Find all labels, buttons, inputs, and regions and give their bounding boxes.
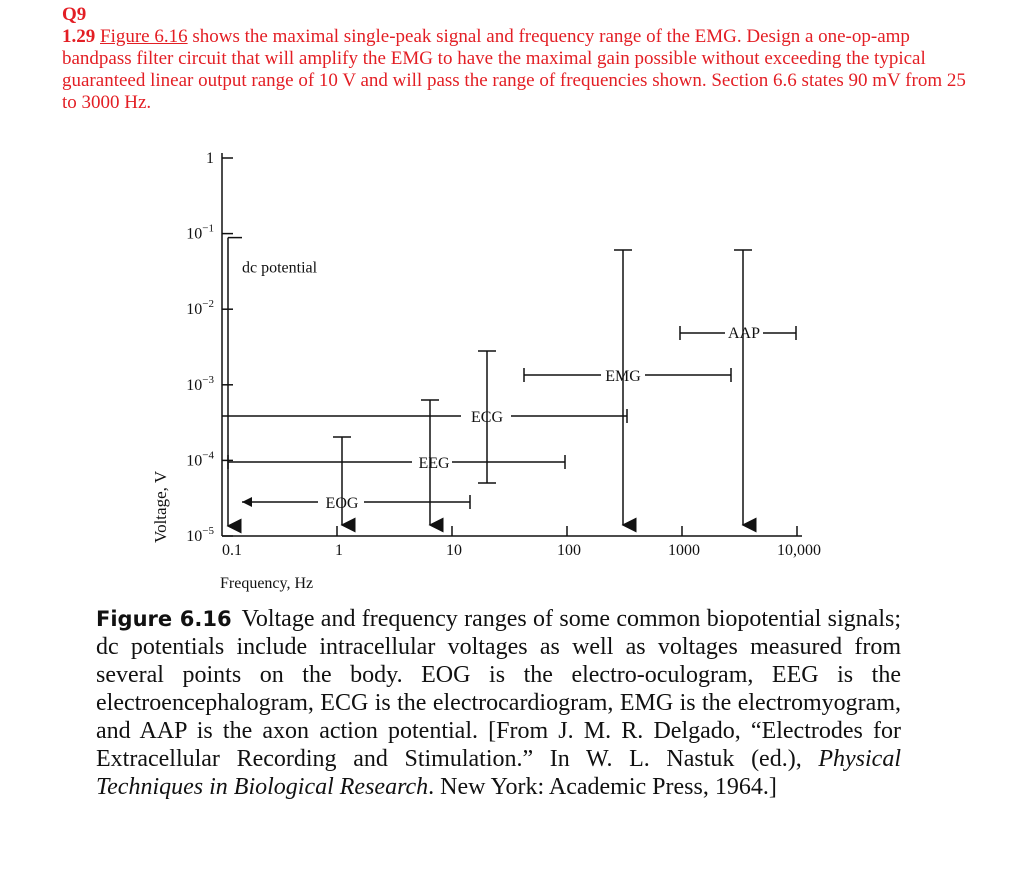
y-tick-label — [186, 449, 214, 469]
y-tick-label — [186, 298, 214, 318]
y-tick-exponent: −5 — [202, 525, 214, 537]
range-label: AAP — [727, 325, 761, 342]
y-tick-label — [186, 374, 214, 394]
x-tick-label: 0.1 — [222, 542, 242, 559]
y-tick-exponent: −4 — [202, 449, 214, 462]
x-tick-label: 10 — [446, 542, 462, 559]
range-label: EEG — [418, 455, 450, 472]
x-axis-label: Frequency, Hz — [220, 575, 314, 592]
chart-axes — [222, 153, 802, 536]
y-tick-base: 10 — [186, 452, 203, 470]
question-statement: shows the maximal single-peak signal and frequency range of the EMG. Design a one-op-amp bandpass filter circuit that will amplify the EMG to have the maximal gain possible without exceeding the typical guaranteed linear output range of 10 V and will pass the range of frequencies shown. Section 6.6 states 90 mV from 25 to 3000 Hz. — [62, 26, 966, 113]
y-tick-base: 10 — [186, 225, 203, 243]
figure-link[interactable]: Figure 6.16 — [100, 26, 188, 47]
caption-book-title: Physical Techniques in Biological Research — [96, 746, 901, 800]
range-label: dc potential — [242, 259, 318, 277]
y-tick-base: 10 — [186, 528, 203, 545]
x-tick-label: 100 — [557, 542, 581, 559]
range-label: ECG — [471, 409, 503, 426]
question-label: Q9 — [62, 4, 87, 25]
y-tick-base: 10 — [186, 301, 203, 319]
caption-text-2: . New York: Academic Press, 1964.] — [428, 774, 777, 800]
y-tick-label — [186, 223, 214, 243]
caption-text-1: Voltage and frequency ranges of some common biopotential signals; dc potentials include intracellular voltages as well as voltages measured from several points on the body. EOG is the electro-oculogram, EEG is the electroencephalogram, ECG is the electrocardiogram, EMG is the electromyogram, and AAP is the axon action potential. [From J. M. R. Delgado, “Electrodes for Extracellular Recording and Stimulation.” In W. L. Nastuk (ed.), — [96, 606, 902, 772]
x-tick-label: 10,000 — [777, 542, 821, 559]
y-tick-label — [206, 150, 214, 167]
x-tick-label: 1 — [335, 542, 343, 559]
y-tick-label — [186, 525, 214, 545]
range-label: EMG — [605, 368, 641, 385]
y-axis-label: Voltage, V — [151, 470, 170, 543]
problem-number: 1.29 — [62, 26, 96, 47]
y-axis-ticks — [186, 150, 233, 545]
y-tick-base: 1 — [206, 150, 214, 167]
x-axis-ticks — [222, 526, 821, 559]
y-tick-exponent: −2 — [202, 298, 214, 311]
x-tick-label: 1000 — [668, 542, 700, 559]
y-tick-exponent: −1 — [202, 222, 214, 235]
range-label: EOG — [325, 495, 359, 512]
figure-caption — [96, 605, 901, 801]
signal-ranges — [222, 238, 796, 526]
y-tick-exponent: −3 — [202, 373, 214, 386]
caption-label: Figure 6.16 — [96, 607, 232, 631]
y-tick-base: 10 — [186, 376, 203, 394]
